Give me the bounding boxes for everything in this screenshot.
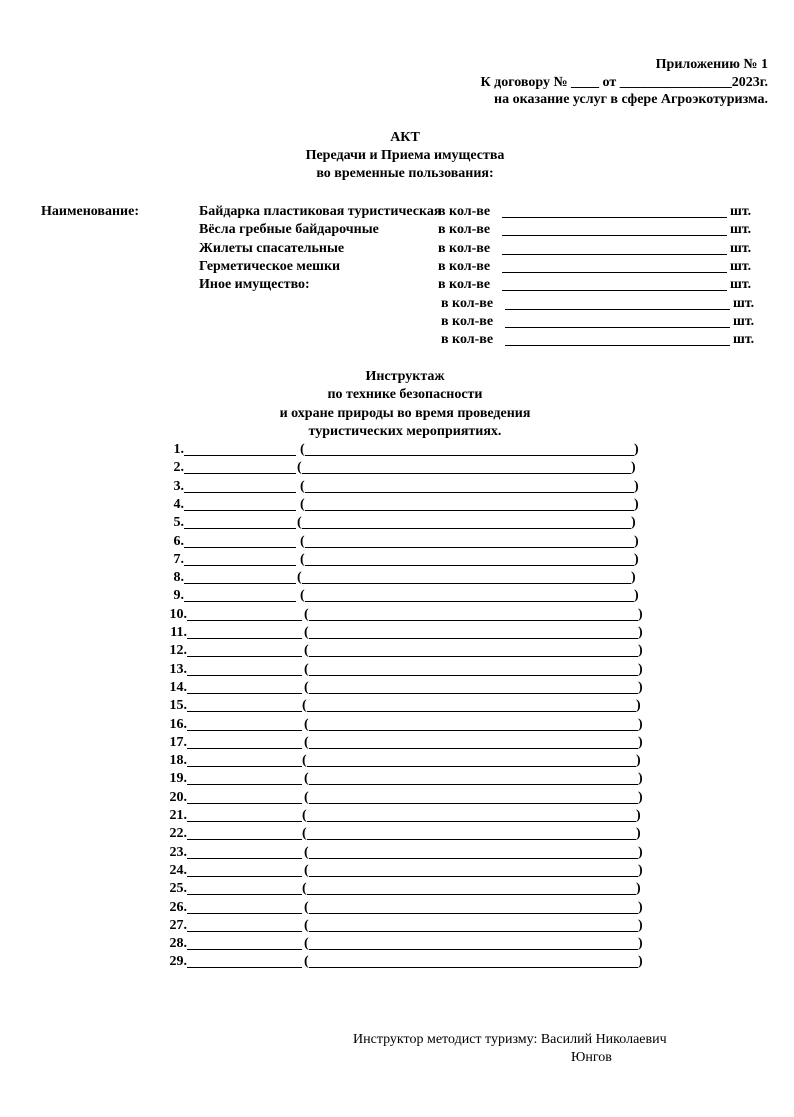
open-paren: ( — [304, 679, 309, 695]
participant-number: 27. — [169, 917, 187, 933]
close-paren: ) — [638, 606, 643, 622]
close-paren: ) — [638, 625, 643, 640]
participant-number: 8. — [173, 570, 184, 586]
open-paren: ( — [304, 936, 309, 952]
open-paren: ( — [297, 515, 302, 531]
close-paren: ) — [634, 478, 639, 494]
participant-name-line[interactable] — [187, 967, 302, 968]
participant-signature-line[interactable] — [309, 656, 638, 657]
participant-number: 15. — [169, 698, 187, 714]
quantity-label: в кол-ве — [441, 313, 494, 329]
open-paren: ( — [304, 844, 309, 860]
instruction-line-2: и охране природы во время проведения — [279, 405, 531, 421]
participant-name-line[interactable] — [187, 894, 302, 895]
close-paren: ) — [634, 588, 639, 604]
participant-name-line[interactable] — [184, 547, 296, 548]
participant-signature-line[interactable] — [305, 492, 634, 493]
close-paren: ) — [631, 460, 636, 476]
participant-signature-line[interactable] — [309, 675, 638, 676]
participant-name-line[interactable] — [184, 601, 296, 602]
inventory-row — [41, 313, 771, 331]
participant-number: 9. — [173, 588, 184, 604]
participant-signature-line[interactable] — [302, 473, 631, 474]
participant-name-line[interactable] — [187, 711, 302, 712]
participant-number: 7. — [173, 551, 184, 567]
quantity-blank-line[interactable] — [502, 235, 727, 236]
inventory-row — [41, 276, 771, 294]
inventory-item-name: Иное имущество: — [199, 277, 310, 293]
close-paren: ) — [638, 936, 643, 952]
participant-signature-line[interactable] — [305, 601, 634, 602]
participant-row — [0, 642, 187, 660]
participant-signature-line[interactable] — [307, 894, 636, 895]
inventory-row — [41, 240, 771, 258]
participant-number: 28. — [169, 936, 187, 952]
participant-signature-line[interactable] — [309, 803, 638, 804]
open-paren: ( — [297, 460, 302, 476]
participant-row — [0, 551, 184, 569]
participant-number: 22. — [169, 826, 187, 842]
participant-number: 17. — [169, 734, 187, 750]
open-paren: ( — [304, 899, 309, 915]
participant-signature-line[interactable] — [302, 528, 631, 529]
act-subtitle-2: во временные пользования: — [316, 166, 494, 181]
participant-name-line[interactable] — [187, 748, 302, 749]
unit-label: шт. — [730, 222, 752, 238]
quantity-blank-line[interactable] — [502, 272, 727, 273]
act-title-block — [0, 129, 794, 183]
participant-name-line[interactable] — [187, 839, 302, 840]
participant-number: 4. — [173, 496, 184, 512]
inventory-label: Наименование: — [41, 204, 139, 219]
instructor-name: Инструктор методист туризму: Василий Николаевич — [353, 1032, 667, 1047]
quantity-blank-line[interactable] — [502, 217, 727, 218]
participant-signature-line[interactable] — [305, 455, 634, 456]
participant-signature-line[interactable] — [309, 693, 638, 694]
participant-number: 2. — [173, 460, 184, 476]
unit-label: шт. — [733, 332, 755, 348]
participant-number: 11. — [170, 625, 187, 640]
participant-row — [0, 880, 187, 898]
participant-row — [0, 953, 187, 971]
participant-number: 6. — [173, 533, 184, 549]
open-paren: ( — [304, 954, 309, 970]
appendix-header — [481, 56, 769, 109]
instructor-surname: Юнгов — [571, 1050, 612, 1065]
open-paren: ( — [304, 771, 309, 787]
participant-name-line[interactable] — [187, 803, 302, 804]
participant-number: 20. — [169, 789, 187, 805]
participant-name-line[interactable] — [187, 858, 302, 859]
unit-label: шт. — [730, 204, 752, 219]
participant-row — [0, 807, 187, 825]
participant-row — [0, 459, 184, 477]
participant-number: 21. — [169, 808, 187, 823]
unit-label: шт. — [733, 313, 755, 329]
open-paren: ( — [304, 661, 309, 677]
act-title: АКТ — [390, 130, 420, 145]
open-paren: ( — [302, 808, 307, 823]
close-paren: ) — [634, 496, 639, 512]
participant-row — [0, 587, 184, 605]
participant-name-line[interactable] — [187, 876, 302, 877]
participant-number: 12. — [169, 643, 187, 659]
participant-name-line[interactable] — [187, 784, 302, 785]
participant-name-line[interactable] — [184, 565, 296, 566]
participant-signature-line[interactable] — [309, 876, 638, 877]
participant-signature-line[interactable] — [305, 565, 634, 566]
close-paren: ) — [636, 826, 641, 842]
quantity-blank-line[interactable] — [502, 254, 727, 255]
participant-name-line[interactable] — [184, 492, 296, 493]
close-paren: ) — [631, 515, 636, 531]
open-paren: ( — [297, 570, 302, 586]
inventory-item-name: Жилеты спасательные — [199, 240, 345, 256]
instruction-line-3: туристических мероприятиях. — [308, 423, 502, 439]
quantity-label: в кол-ве — [441, 295, 494, 311]
close-paren: ) — [638, 716, 643, 732]
participant-signature-line[interactable] — [309, 858, 638, 859]
open-paren: ( — [300, 588, 305, 604]
open-paren: ( — [300, 496, 305, 512]
inventory-row — [41, 331, 771, 349]
open-paren: ( — [300, 478, 305, 494]
close-paren: ) — [634, 533, 639, 549]
close-paren: ) — [636, 698, 641, 714]
participant-row — [0, 899, 187, 917]
close-paren: ) — [638, 899, 643, 915]
open-paren: ( — [304, 643, 309, 659]
participant-number: 1. — [173, 442, 184, 457]
participant-signature-line[interactable] — [305, 547, 634, 548]
participant-name-line[interactable] — [187, 620, 302, 621]
participant-row — [0, 606, 187, 624]
close-paren: ) — [636, 753, 641, 769]
participant-name-line[interactable] — [187, 656, 302, 657]
participant-name-line[interactable] — [187, 730, 302, 731]
open-paren: ( — [304, 716, 309, 732]
participant-name-line[interactable] — [184, 583, 296, 584]
participant-number: 16. — [169, 716, 187, 732]
contract-subject: на оказание услуг в сфере Агроэкотуризма. — [494, 92, 768, 107]
participant-row — [0, 697, 187, 715]
open-paren: ( — [304, 625, 309, 640]
instruction-title-block — [0, 368, 794, 441]
open-paren: ( — [304, 917, 309, 933]
close-paren: ) — [634, 551, 639, 567]
participant-number: 25. — [169, 881, 187, 897]
participant-row — [0, 661, 187, 679]
participant-row — [0, 679, 187, 697]
close-paren: ) — [638, 844, 643, 860]
participant-number: 24. — [169, 862, 187, 878]
participant-signature-line[interactable] — [309, 931, 638, 932]
participant-signature-line[interactable] — [309, 784, 638, 785]
inventory-item-name: Вёсла гребные байдарочные — [199, 222, 379, 238]
unit-label: шт. — [730, 277, 752, 293]
participant-name-line[interactable] — [187, 913, 302, 914]
participant-signature-line[interactable] — [302, 583, 631, 584]
participant-row — [0, 624, 187, 642]
participant-row — [0, 789, 187, 807]
quantity-blank-line[interactable] — [505, 309, 730, 310]
open-paren: ( — [304, 862, 309, 878]
quantity-blank-line[interactable] — [502, 290, 727, 291]
participant-number: 10. — [169, 606, 187, 622]
inventory-row — [41, 258, 771, 276]
participant-name-line[interactable] — [187, 766, 302, 767]
participant-row — [0, 917, 187, 935]
participant-number: 13. — [169, 661, 187, 677]
participant-row — [0, 734, 187, 752]
participant-row — [0, 496, 184, 514]
participant-name-line[interactable] — [184, 455, 296, 456]
quantity-label: в кол-ве — [441, 332, 494, 348]
unit-label: шт. — [730, 240, 752, 256]
inventory-item-name: Герметическое мешки — [199, 258, 341, 274]
participant-name-line[interactable] — [187, 675, 302, 676]
participant-name-line[interactable] — [187, 931, 302, 932]
close-paren: ) — [638, 771, 643, 787]
participant-number: 26. — [169, 899, 187, 915]
participant-row — [0, 716, 187, 734]
open-paren: ( — [300, 551, 305, 567]
open-paren: ( — [300, 442, 305, 457]
quantity-label: в кол-ве — [438, 258, 491, 274]
contract-reference: К договору № ____ от ________________2023г. — [480, 74, 768, 90]
close-paren: ) — [636, 881, 641, 897]
participant-signature-line[interactable] — [309, 913, 638, 914]
open-paren: ( — [302, 826, 307, 842]
participant-name-line[interactable] — [187, 638, 302, 639]
open-paren: ( — [302, 753, 307, 769]
participant-row — [0, 935, 187, 953]
open-paren: ( — [304, 734, 309, 750]
unit-label: шт. — [733, 295, 755, 311]
close-paren: ) — [638, 917, 643, 933]
close-paren: ) — [634, 442, 639, 457]
participant-name-line[interactable] — [187, 693, 302, 694]
participant-signature-line[interactable] — [307, 711, 636, 712]
instruction-line-1: по технике безопасности — [327, 387, 483, 403]
inventory-row — [41, 295, 771, 313]
participant-row — [0, 862, 187, 880]
participant-row — [0, 569, 184, 587]
participant-name-line[interactable] — [184, 473, 296, 474]
quantity-blank-line[interactable] — [505, 345, 730, 346]
quantity-label: в кол-ве — [438, 222, 491, 238]
participant-number: 23. — [169, 844, 187, 860]
close-paren: ) — [631, 570, 636, 586]
inventory-row — [41, 221, 771, 239]
close-paren: ) — [638, 954, 643, 970]
participant-name-line[interactable] — [187, 821, 302, 822]
participant-number: 14. — [169, 679, 187, 695]
participant-signature-line[interactable] — [307, 839, 636, 840]
participant-number: 5. — [173, 515, 184, 531]
participant-signature-line[interactable] — [309, 620, 638, 621]
participant-row — [0, 478, 184, 496]
participant-signature-line[interactable] — [309, 748, 638, 749]
participant-signature-line[interactable] — [309, 949, 638, 950]
participant-signature-line[interactable] — [309, 638, 638, 639]
participant-name-line[interactable] — [187, 949, 302, 950]
close-paren: ) — [638, 734, 643, 750]
close-paren: ) — [638, 789, 643, 805]
open-paren: ( — [304, 606, 309, 622]
participant-number: 19. — [169, 771, 187, 787]
appendix-number: Приложению № 1 — [655, 57, 768, 72]
quantity-label: в кол-ве — [438, 204, 491, 219]
participant-row — [0, 825, 187, 843]
inventory-row — [41, 203, 771, 221]
participant-signature-line[interactable] — [305, 510, 634, 511]
open-paren: ( — [300, 533, 305, 549]
instruction-title: Инструктаж — [365, 369, 445, 384]
participant-row — [0, 844, 187, 862]
participant-signature-line[interactable] — [307, 821, 636, 822]
unit-label: шт. — [730, 258, 752, 274]
open-paren: ( — [302, 698, 307, 714]
participant-signature-line[interactable] — [309, 730, 638, 731]
participant-signature-line[interactable] — [307, 766, 636, 767]
participant-row — [0, 533, 184, 551]
participant-row — [0, 770, 187, 788]
participant-row — [0, 514, 184, 532]
close-paren: ) — [636, 808, 641, 823]
participant-row — [0, 441, 184, 459]
open-paren: ( — [302, 881, 307, 897]
participant-number: 18. — [169, 753, 187, 769]
participant-number: 29. — [169, 954, 187, 970]
participant-name-line[interactable] — [184, 510, 296, 511]
act-subtitle-1: Передачи и Приема имущества — [305, 148, 505, 163]
quantity-label: в кол-ве — [438, 240, 491, 256]
participant-name-line[interactable] — [184, 528, 296, 529]
participant-number: 3. — [173, 478, 184, 494]
quantity-label: в кол-ве — [438, 277, 491, 293]
participant-signature-line[interactable] — [309, 967, 638, 968]
open-paren: ( — [304, 789, 309, 805]
quantity-blank-line[interactable] — [505, 327, 730, 328]
inventory-item-name: Байдарка пластиковая туристическая — [199, 204, 442, 219]
close-paren: ) — [638, 679, 643, 695]
participant-row — [0, 752, 187, 770]
signature-block — [353, 1031, 667, 1067]
close-paren: ) — [638, 643, 643, 659]
close-paren: ) — [638, 661, 643, 677]
close-paren: ) — [638, 862, 643, 878]
